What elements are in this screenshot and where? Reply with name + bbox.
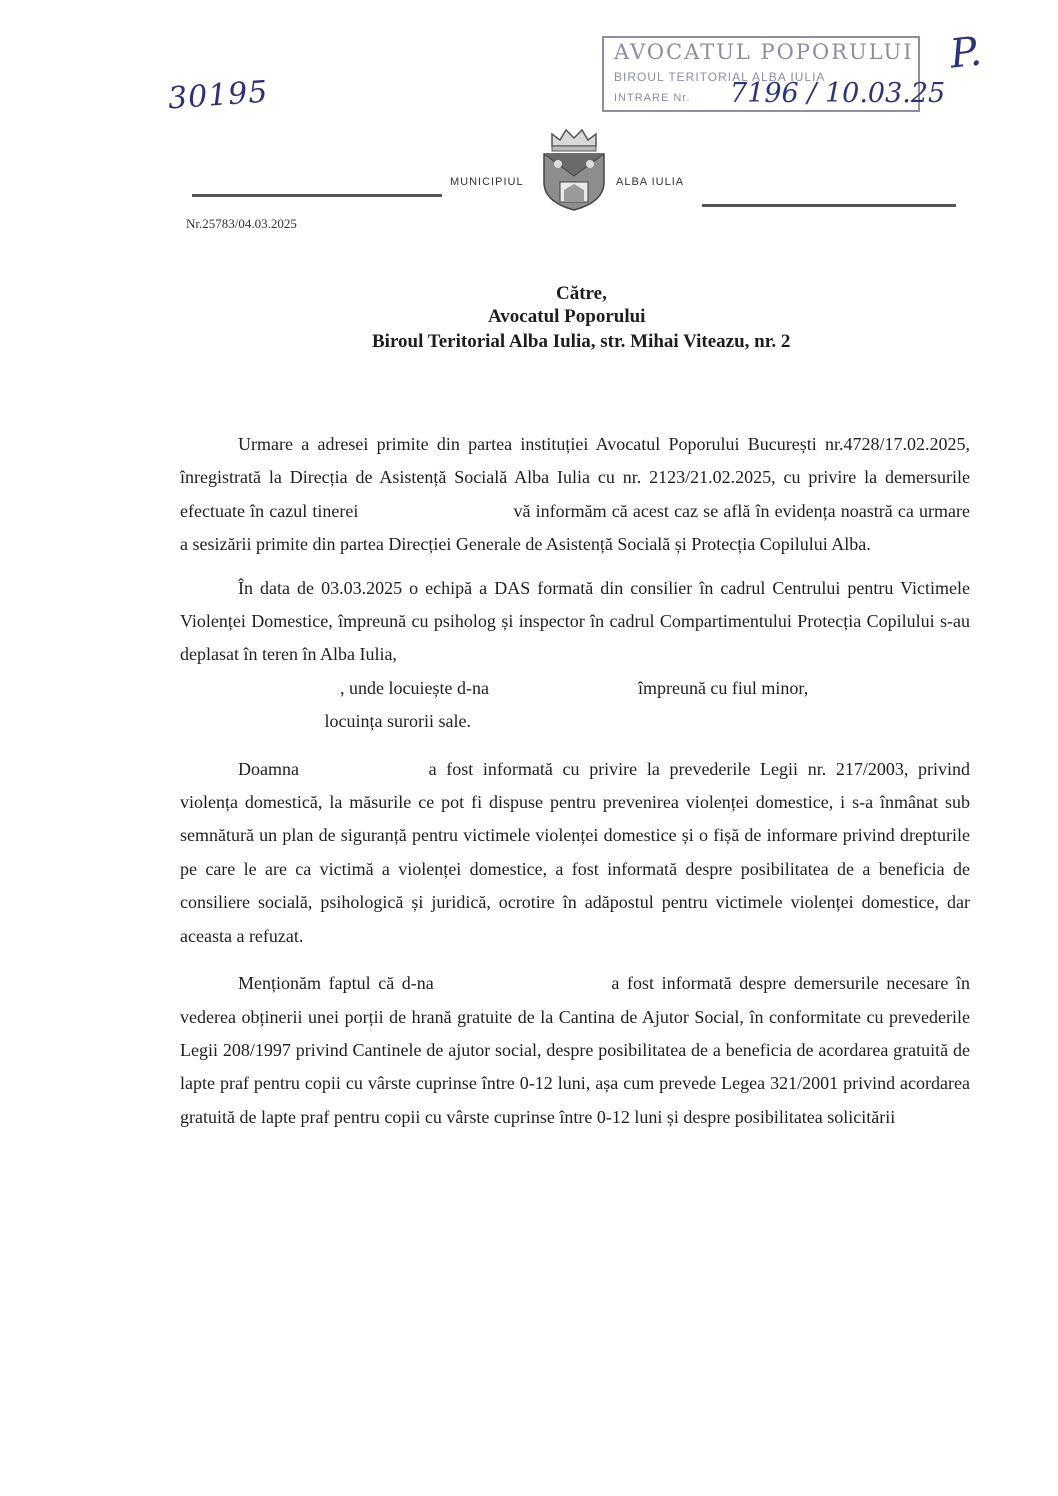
paragraph-3-text-a: Doamna <box>238 758 299 779</box>
paragraph-4 <box>180 967 970 1134</box>
address-salutation: Către, <box>556 283 607 304</box>
paragraph-2-text-c: împreună cu fiul minor, <box>637 677 809 698</box>
address-office: Biroul Teritorial Alba Iulia, str. Mihai Viteazu, nr. 2 <box>372 331 791 352</box>
paragraph-1-text-b: vă informăm că acest caz se află în evidența noastră ca urmare a sesizării primite din partea Direcției Generale de Asistență Socială și Protecția Copilului Alba. <box>180 500 970 555</box>
paragraph-1-text-a: Urmare a adresei primite din partea instituției Avocatul Poporului București nr.4728/17.02.2025, înregistrată la Direcția de Asistență Socială Alba Iulia cu nr. 2123/21.02.2025, cu privire la demersurile efectuate în cazul tinerei <box>180 434 970 521</box>
header-municipality: MUNICIPIUL <box>450 176 524 188</box>
paragraph-2-text-d: locuința surorii sale. <box>324 711 471 732</box>
paragraph-1 <box>180 428 970 562</box>
paragraph-4-text-b: a fost informată despre demersurile necesare în vederea obținerii unei porții de hrană gratuite de la Cantina de Ajutor Social, în conformitate cu prevederile Legii 208/1997 privind Cantinele de ajutor social, despre posibilitatea de a beneficia de acordarea gratuită de lapte praf pentru copii cu vârste cuprinse între 0-12 luni, așa cum prevede Legea 321/2001 privind acordarea gratuită de lapte praf pentru copii cu vârste cuprinse între 0-12 luni și despre posibilitatea solicitării <box>180 973 970 1127</box>
paragraph-2-text-b: , unde locuiește d-na <box>340 677 489 698</box>
document-number: Nr.25783/04.03.2025 <box>186 216 297 231</box>
address-recipient: Avocatul Poporului <box>488 306 646 327</box>
paragraph-4-text-a: Menționăm faptul că d-na <box>238 973 434 994</box>
stamp-entry-handwritten: 7196 / 10.03.25 <box>730 78 946 109</box>
paragraph-2 <box>180 572 970 739</box>
stamp-office: BIROUL TERITORIAL ALBA IULIA <box>614 70 826 84</box>
paragraph-3-text-b: a fost informată cu privire la prevederile Legii nr. 217/2003, privind violența domestică, la măsurile ce pot fi dispuse pentru prevenirea violenței domestice, i s-a înmânat sub semnătură un plan de siguranță pentru victimele violenței domestice și o fișă de informare privind drepturile pe care le are ca victimă a violenței domestice, a fost informată despre posibilitatea de a beneficia de consiliere socială, psihologică și juridică, ocrotire în adăpostul pentru victimele violenței domestice, dar aceasta a refuzat. <box>180 758 970 946</box>
header-rule-right <box>702 204 956 207</box>
stamp-title: AVOCATUL POPORULUI <box>614 40 914 64</box>
paragraph-2-text-a: În data de 03.03.2025 o echipă a DAS formată din consilier în cadrul Centrului pentru Victimele Violenței Domestice, împreună cu psiholog și inspector în cadrul Compartimentului Protecția Copilului s-au deplasat în teren în Alba Iulia, <box>180 577 970 665</box>
header-rule-left <box>192 194 442 197</box>
coat-of-arms-icon <box>538 124 610 212</box>
entry-stamp <box>602 36 946 112</box>
header-city: ALBA IULIA <box>616 176 685 188</box>
stamp-entry-label: INTRARE Nr. <box>614 92 691 104</box>
signature-mark: P. <box>947 28 984 78</box>
paragraph-3 <box>180 753 970 953</box>
letter-body <box>180 428 970 1144</box>
handwritten-registration-number: 30195 <box>166 74 270 117</box>
